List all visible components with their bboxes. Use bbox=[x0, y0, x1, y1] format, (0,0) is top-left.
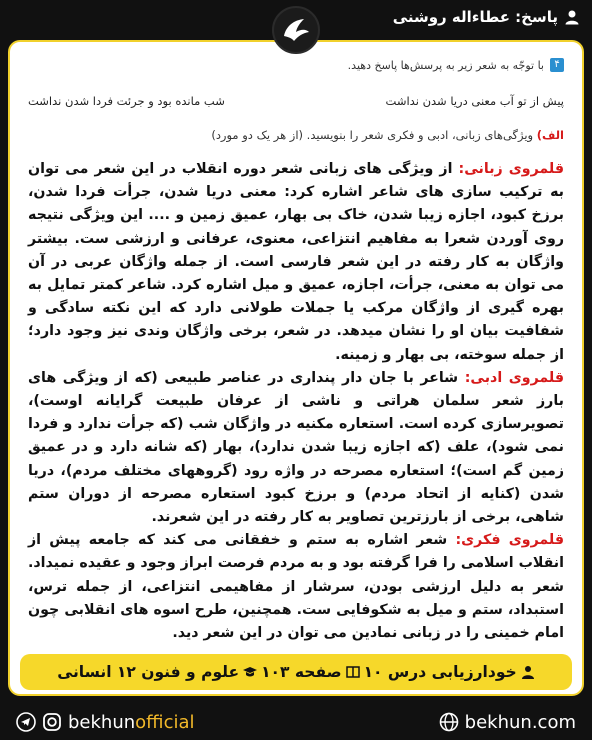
handle-plain: bekhun bbox=[68, 711, 136, 733]
website-link[interactable] bbox=[439, 712, 576, 733]
source-page: صفحه ۱۰۳ bbox=[261, 663, 342, 681]
poem bbox=[28, 94, 564, 108]
footer bbox=[0, 704, 592, 740]
student-icon bbox=[521, 665, 535, 679]
website-url: bekhun.com bbox=[464, 711, 576, 733]
literary-heading: قلمروی ادبی: bbox=[464, 369, 564, 386]
instagram-icon bbox=[42, 712, 62, 732]
subquestion-letter: الف) bbox=[536, 128, 564, 142]
subquestion bbox=[28, 128, 564, 142]
source-lesson: خودارزیابی درس ۱۰ bbox=[363, 663, 517, 681]
logo-mark-icon bbox=[276, 10, 316, 50]
subquestion-text: ویژگی‌های زبانی، ادبی و فکری شعر را بنویسید. (از هر یک دو مورد) bbox=[211, 128, 534, 142]
telegram-icon bbox=[16, 712, 36, 732]
literary-body: شاعر با جان دار پنداری در عناصر طبیعی (که از ویژگی های بارز شعر سلمان هراتی و ناشی از عرفان طبیعت گرایانه اوست)، تصویرسازی کرده است. استعاره مکنیه در واژگان شب (که جرأت ندارد و فردا نمی شود)، علف (که اجازه زیبا شدن ندارد)، بهار (که شانه دارد و در عمیق زمین گم است)؛ استعاره مصرحه در واژه رود (گروههای مختلف مردم)، دریا شدن (کنایه از اتحاد مردم) و برزخ کبود استعاره مصرحه از دوران ستم شاهی، برخی از بارزترین تصاویر به کار رفته در این شعرند. bbox=[28, 369, 564, 526]
person-icon bbox=[564, 9, 580, 25]
globe-icon bbox=[439, 712, 459, 732]
intellectual-heading: قلمروی فکری: bbox=[455, 532, 564, 549]
intellectual-paragraph bbox=[28, 529, 564, 645]
answer-card bbox=[8, 40, 584, 696]
handle-accent: official bbox=[135, 711, 195, 733]
question-number: ۴ bbox=[550, 58, 564, 72]
bekhun-logo bbox=[272, 6, 320, 54]
book-icon bbox=[346, 665, 360, 679]
linguistic-paragraph bbox=[28, 158, 564, 367]
poem-hemistich-left: شب مانده بود و جرئت فردا شدن نداشت bbox=[28, 94, 225, 108]
source-book: علوم و فنون ۱۲ انسانی bbox=[57, 663, 240, 681]
question-line bbox=[28, 58, 564, 72]
source-bar bbox=[20, 654, 572, 690]
literary-paragraph bbox=[28, 367, 564, 529]
social-handle[interactable] bbox=[16, 712, 195, 733]
answer-text bbox=[28, 158, 564, 645]
intellectual-body: شعر اشاره به ستم و خفقانی می کند که جامعه پیش از انقلاب اسلامی را فرا گرفته بود و به مردم فرصت ابراز وجود و عقیده نمیداد. شعر به دلیل ارزشی بودن، سرشار از مفاهیمی انتزاعی، از جمله ترس، استبداد، ستم و میل به شکوفایی ست. همچنین، طرح اسوه های انقلابی چون امام خمینی را در زبانی نمادین می توان در این شعر دید. bbox=[28, 532, 564, 642]
linguistic-heading: قلمروی زبانی: bbox=[458, 161, 565, 177]
answerer-label bbox=[393, 8, 580, 26]
answerer-name: پاسخ: عطاءاله روشنی bbox=[392, 8, 558, 26]
graduation-cap-icon bbox=[243, 665, 257, 679]
linguistic-body: از ویژگی های زبانی شعر دوره انقلاب در این شعر می توان به ترکیب سازی های شاعر اشاره کرد: معنی دریا شدن، جرأت فردا شدن، برزخ کبود، اجازه زیبا شدن، خاک بی بهار، عمیق زمین و .... این ویژگی نتیجه روی آوردن شعرا به مفاهیم انتزاعی، معنوی، عرفانی و ارزشی ست. بیشتر واژگان به کار رفته در این شعر فارسی است. از جمله واژگان عربی در آن می توان به معنی، جرأت، اجازه، عمیق و میل اشاره کرد. شاعر کمتر تمایل به بهره گیری از واژگان مرکب یا جملات طولانی دارد که این نکته سادگی و شفافیت بیان او را نشان میدهد. در شعر، برخی واژگان وندی نیز وجود دارد؛ از جمله سوخته، بی بهار و زمینه. bbox=[28, 161, 564, 363]
poem-hemistich-right: پیش از تو آب معنی دریا شدن نداشت bbox=[385, 94, 564, 108]
question-instruction: با توجّه به شعر زیر به پرسش‌ها پاسخ دهید. bbox=[347, 58, 544, 72]
